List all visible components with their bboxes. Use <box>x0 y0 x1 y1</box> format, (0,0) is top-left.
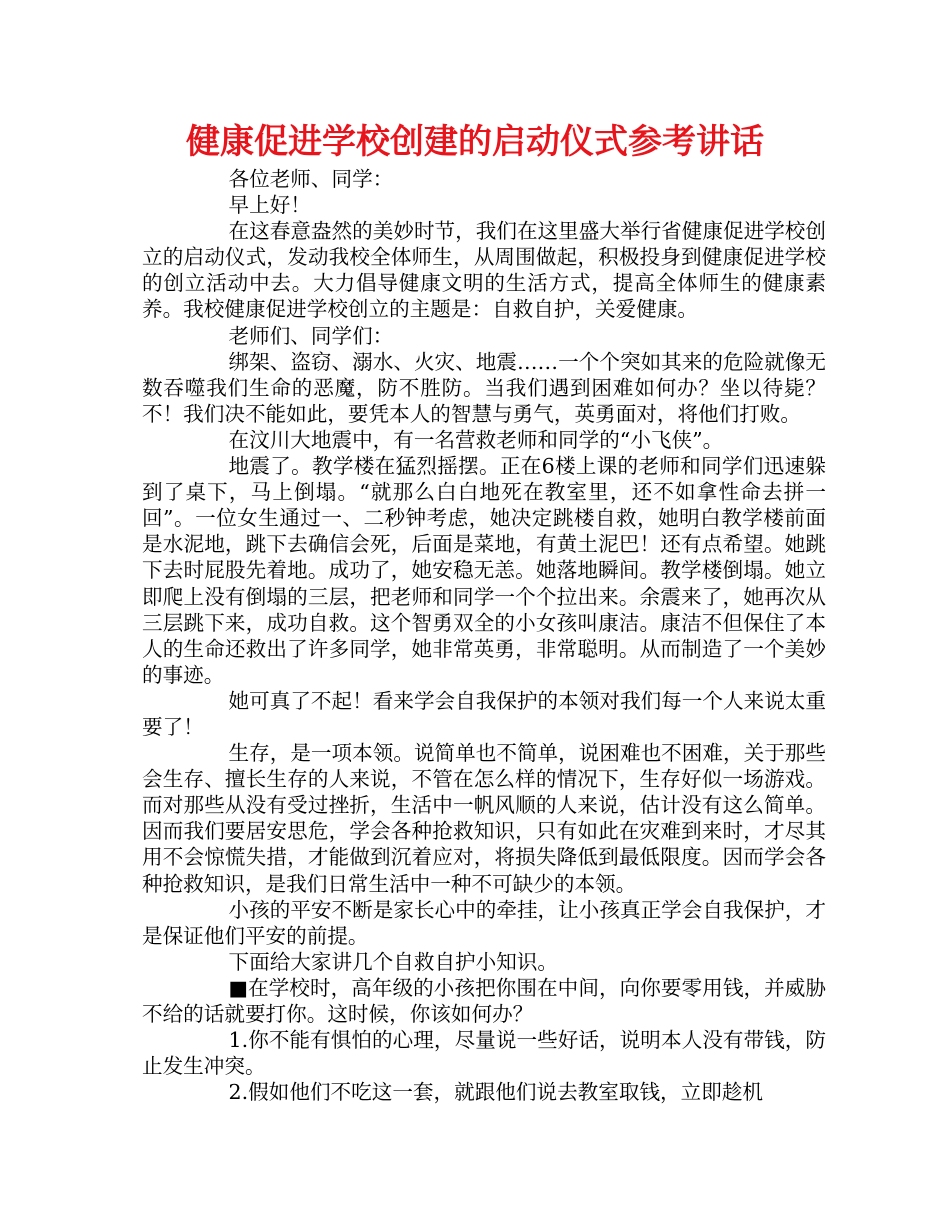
paragraph: 2.假如他们不吃这一套，就跟他们说去教室取钱，立即趁机 <box>228 1080 764 1105</box>
paragraph: 绑架、盗窃、溺水、火灾、地震……一个个突如其来的危险就像无数吞噬我们生命的恶魔，防不胜防。当我们遇到困难如何办？坐以待毙？不！我们决不能如此，要凭本人的智慧与勇气，英勇面对，将他们打败。 <box>142 349 826 426</box>
paragraph: 在汶川大地震中，有一名营救老师和同学的“小飞侠”。 <box>228 427 724 452</box>
paragraph: 下面给大家讲几个自救自护小知识。 <box>228 949 559 974</box>
paragraph: 早上好！ <box>228 193 311 218</box>
paragraph: ■在学校时，高年级的小孩把你围在中间，向你要零用钱，并威胁不给的话就要打你。这时候，你该如何办？ <box>142 975 826 1026</box>
paragraph: 1.你不能有惧怕的心理，尽量说一些好话，说明本人没有带钱，防止发生冲突。 <box>142 1028 826 1079</box>
paragraph: 她可真了不起！看来学会自我保护的本领对我们每一个人来说太重要了！ <box>142 688 826 739</box>
paragraph: 生存，是一项本领。说简单也不简单，说困难也不困难，关于那些会生存、擅长生存的人来说，不管在怎么样的情况下，生存好似一场游戏。而对那些从没有受过挫折，生活中一帆风顺的人来说，估计没有这么简单。因而我们要居安思危，学会各种抢救知识，只有如此在灾难到来时，才尽其用不会惊慌失措，才能做到沉着应对，将损失降低到最低限度。因而学会各种抢救知识，是我们日常生活中一种不可缺少的本领。 <box>142 741 826 896</box>
paragraph: 老师们、同学们： <box>228 323 394 348</box>
paragraph: 地震了。教学楼在猛烈摇摆。正在6楼上课的老师和同学们迅速躲到了桌下，马上倒塌。“就那么白白地死在教室里，还不如拿性命去拼一回”。一位女生通过一、二秒钟考虑，她决定跳楼自救，她明白教学楼前面是水泥地，跳下去确信会死，后面是菜地，有黄土泥巴！还有点希望。她跳下去时屁股先着地。成功了，她安稳无恙。她落地瞬间。教学楼倒塌。她立即爬上没有倒塌的三层，把老师和同学一个个拉出来。余震来了，她再次从三层跳下来，成功自救。这个智勇双全的小女孩叫康洁。康洁不但保住了本人的生命还救出了许多同学，她非常英勇，非常聪明。从而制造了一个美妙的事迹。 <box>142 454 826 687</box>
paragraph: 小孩的平安不断是家长心中的牵挂，让小孩真正学会自我保护，才是保证他们平安的前提。 <box>142 897 826 948</box>
document-title: 健康促进学校创建的启动仪式参考讲话 <box>186 122 764 162</box>
paragraph: 在这春意盎然的美妙时节，我们在这里盛大举行省健康促进学校创立的启动仪式，发动我校全体师生，从周围做起，积极投身到健康促进学校的创立活动中去。大力倡导健康文明的生活方式，提高全体师生的健康素养。我校健康促进学校创立的主题是：自救自护，关爱健康。 <box>142 219 826 322</box>
paragraph: 各位老师、同学： <box>228 167 394 191</box>
document-body <box>142 166 826 1105</box>
